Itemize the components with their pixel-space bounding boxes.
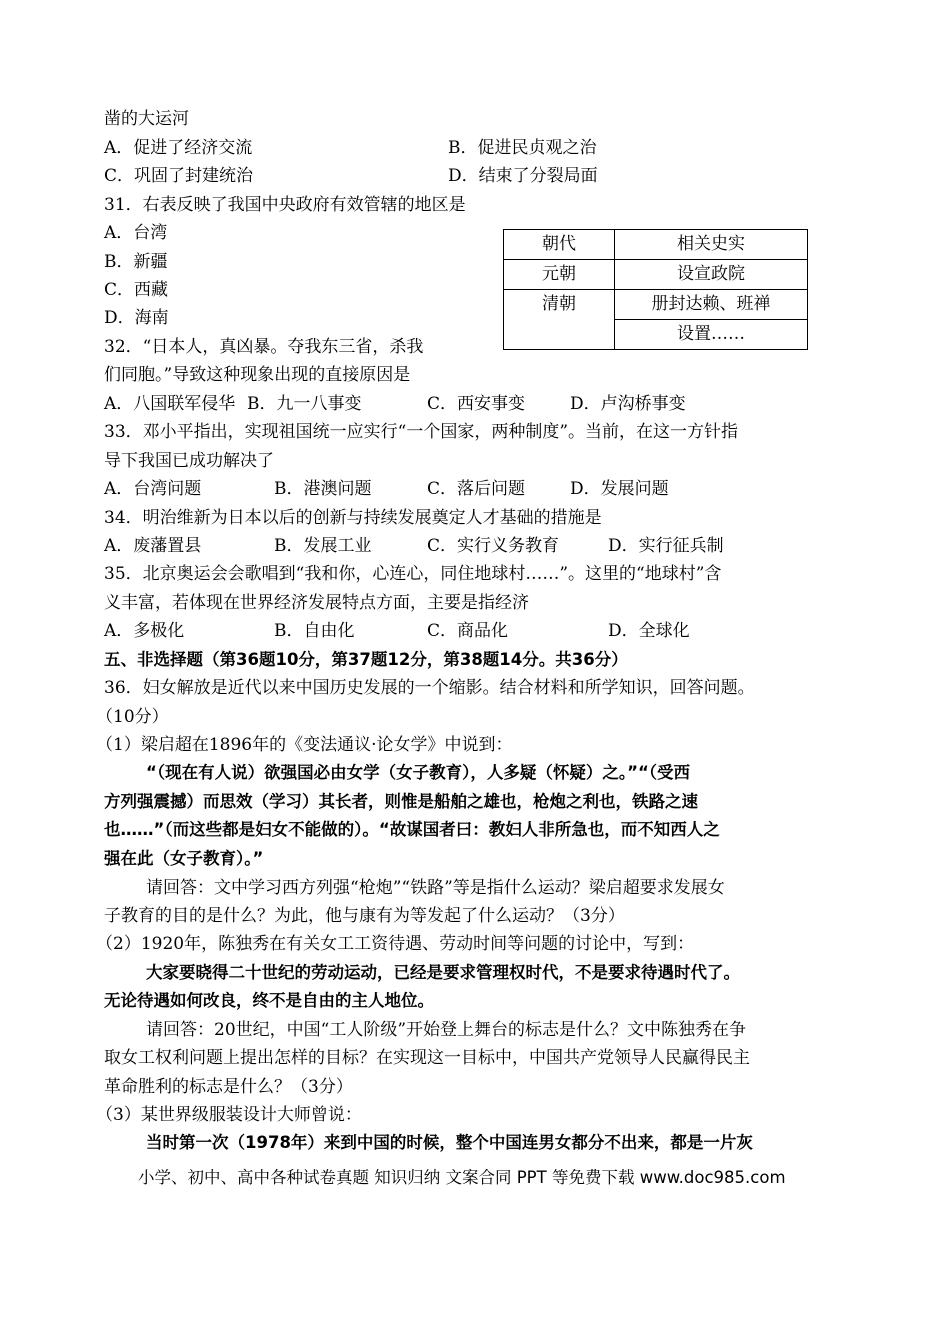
- table-header-row: [504, 230, 808, 260]
- q36-part1-quote-line1: “（现在有人说）欲强国必由女学（女子教育），人多疑（怀疑）之。”“（受西: [146, 763, 691, 782]
- table-cell-fact: 设置……: [615, 320, 808, 350]
- q30-option-c: C．巩固了封建统治: [104, 166, 254, 186]
- q36-part1-quote-line2: 方列强震撼）而思效（学习）其长者，则惟是船舶之雄也，枪炮之利也，铁路之速: [104, 792, 698, 811]
- q36-stem-line2: （10分）: [96, 707, 169, 727]
- q35-option-a: A．多极化: [104, 621, 185, 641]
- q33-option-c: C．落后问题: [427, 479, 526, 499]
- q32-option-b: B．九一八事变: [247, 394, 362, 414]
- q36-part2-ask-line1: 请回答：20世纪，中国“工人阶级”开始登上舞台的标志是什么？文中陈独秀在争: [146, 1020, 747, 1040]
- q31-stem: 31．右表反映了我国中央政府有效管辖的地区是: [104, 195, 466, 215]
- q36-stem-line1: 36．妇女解放是近代以来中国历史发展的一个缩影。结合材料和所学知识，回答问题。: [104, 678, 755, 698]
- q34-option-d: D．实行征兵制: [608, 536, 724, 556]
- q33-option-b: B．港澳问题: [274, 479, 372, 499]
- table-cell-dynasty: 元朝: [504, 260, 615, 290]
- q34-stem: 34．明治维新为日本以后的创新与持续发展奠定人才基础的措施是: [104, 508, 602, 528]
- q36-part1-quote-line4: 强在此（女子教育）。”: [104, 849, 264, 868]
- q36-part2-quote-line1: 大家要晓得二十世纪的劳动运动，已经是要求管理权时代，不是要求待遇时代了。: [146, 963, 740, 982]
- q34-option-a: A．废藩置县: [104, 536, 202, 556]
- q33-option-d: D．发展问题: [570, 479, 669, 499]
- q32-stem-line2: 们同胞。”导致这种现象出现的直接原因是: [104, 365, 411, 385]
- q33-stem-line1: 33．邓小平指出，实现祖国统一应实行“一个国家，两种制度”。当前，在这一方针指: [104, 422, 739, 442]
- q36-part2-ask-line3: 革命胜利的标志是什么？（3分）: [104, 1077, 353, 1097]
- table-row: [504, 290, 808, 320]
- q30-option-b: B．促进民贞观之治: [448, 138, 597, 158]
- q36-part2-quote-line2: 无论待遇如何改良，终不是自由的主人地位。: [104, 991, 434, 1010]
- q31-option-d: D．海南: [104, 308, 169, 328]
- table-cell-dynasty: 清朝: [504, 290, 615, 350]
- q31-option-a: A．台湾: [104, 223, 168, 243]
- q36-part1-ask-line1: 请回答：文中学习西方列强“枪炮”“铁路”等是指什么运动？梁启超要求发展女: [146, 878, 725, 898]
- q31-history-table: [503, 229, 808, 350]
- q30-stem-continuation: 凿的大运河: [104, 109, 189, 129]
- q33-option-a: A．台湾问题: [104, 479, 202, 499]
- q35-option-c: C．商品化: [427, 621, 509, 641]
- q32-option-d: D．卢沟桥事变: [570, 394, 686, 414]
- q36-part3-quote: 当时第一次（1978年）来到中国的时候，整个中国连男女都分不出来，都是一片灰: [146, 1133, 753, 1152]
- table-cell-fact: 设宣政院: [615, 260, 808, 290]
- q34-option-b: B．发展工业: [274, 536, 372, 556]
- section-heading: 五、非选择题（第36题10分，第37题12分，第38题14分。共36分）: [104, 650, 628, 669]
- q35-options: [104, 618, 690, 644]
- table-header-dynasty: 朝代: [504, 230, 615, 260]
- q36-part3-intro: （3）某世界级服装设计大师曾说：: [96, 1105, 362, 1125]
- q32-options: [104, 391, 686, 417]
- table-header-facts: 相关史实: [615, 230, 808, 260]
- q36-part1-ask-line2: 子教育的目的是什么？为此，他与康有为等发起了什么运动？（3分）: [104, 906, 625, 926]
- q35-stem-line2: 义丰富，若体现在世界经济发展特点方面，主要是指经济: [104, 593, 529, 613]
- q30-options-row2: [104, 163, 598, 189]
- q34-options: [104, 533, 724, 559]
- q34-option-c: C．实行义务教育: [427, 536, 560, 556]
- q36-part2-ask-line2: 取女工权利问题上提出怎样的目标？在实现这一目标中，中国共产党领导人民赢得民主: [104, 1048, 750, 1068]
- table-row: [504, 260, 808, 290]
- q32-stem-line1: 32．“日本人，真凶暴。夺我东三省，杀我: [104, 337, 424, 357]
- q30-options-row1: [104, 135, 597, 161]
- q32-option-a: A．八国联军侵华: [104, 394, 236, 414]
- q36-part1-quote-line3: 也……”（而这些都是妇女不能做的）。“故谋国者曰：教妇人非所急也，而不知西人之: [104, 820, 720, 839]
- q35-stem-line1: 35．北京奥运会会歌唱到“我和你，心连心，同住地球村……”。这里的“地球村”含: [104, 564, 722, 584]
- q32-option-c: C．西安事变: [427, 394, 526, 414]
- q36-part2-intro: （2）1920年，陈独秀在有关女工工资待遇、劳动时间等问题的讨论中，写到：: [96, 934, 695, 954]
- q33-stem-line2: 导下我国已成功解决了: [104, 451, 274, 471]
- q31-option-b: B．新疆: [104, 252, 168, 272]
- q31-option-c: C．西藏: [104, 280, 169, 300]
- q30-option-d: D．结束了分裂局面: [448, 166, 598, 186]
- q35-option-b: B．自由化: [274, 621, 355, 641]
- q30-option-a: A．促进了经济交流: [104, 138, 253, 158]
- q33-options: [104, 476, 669, 502]
- page-footer: 小学、初中、高中各种试卷真题 知识归纳 文案合同 PPT 等免费下载 www.doc985.com: [138, 1168, 786, 1187]
- q35-option-d: D．全球化: [608, 621, 690, 641]
- q36-part1-intro: （1）梁启超在1896年的《变法通议·论女学》中说到：: [96, 735, 513, 755]
- table-cell-fact: 册封达赖、班禅: [615, 290, 808, 320]
